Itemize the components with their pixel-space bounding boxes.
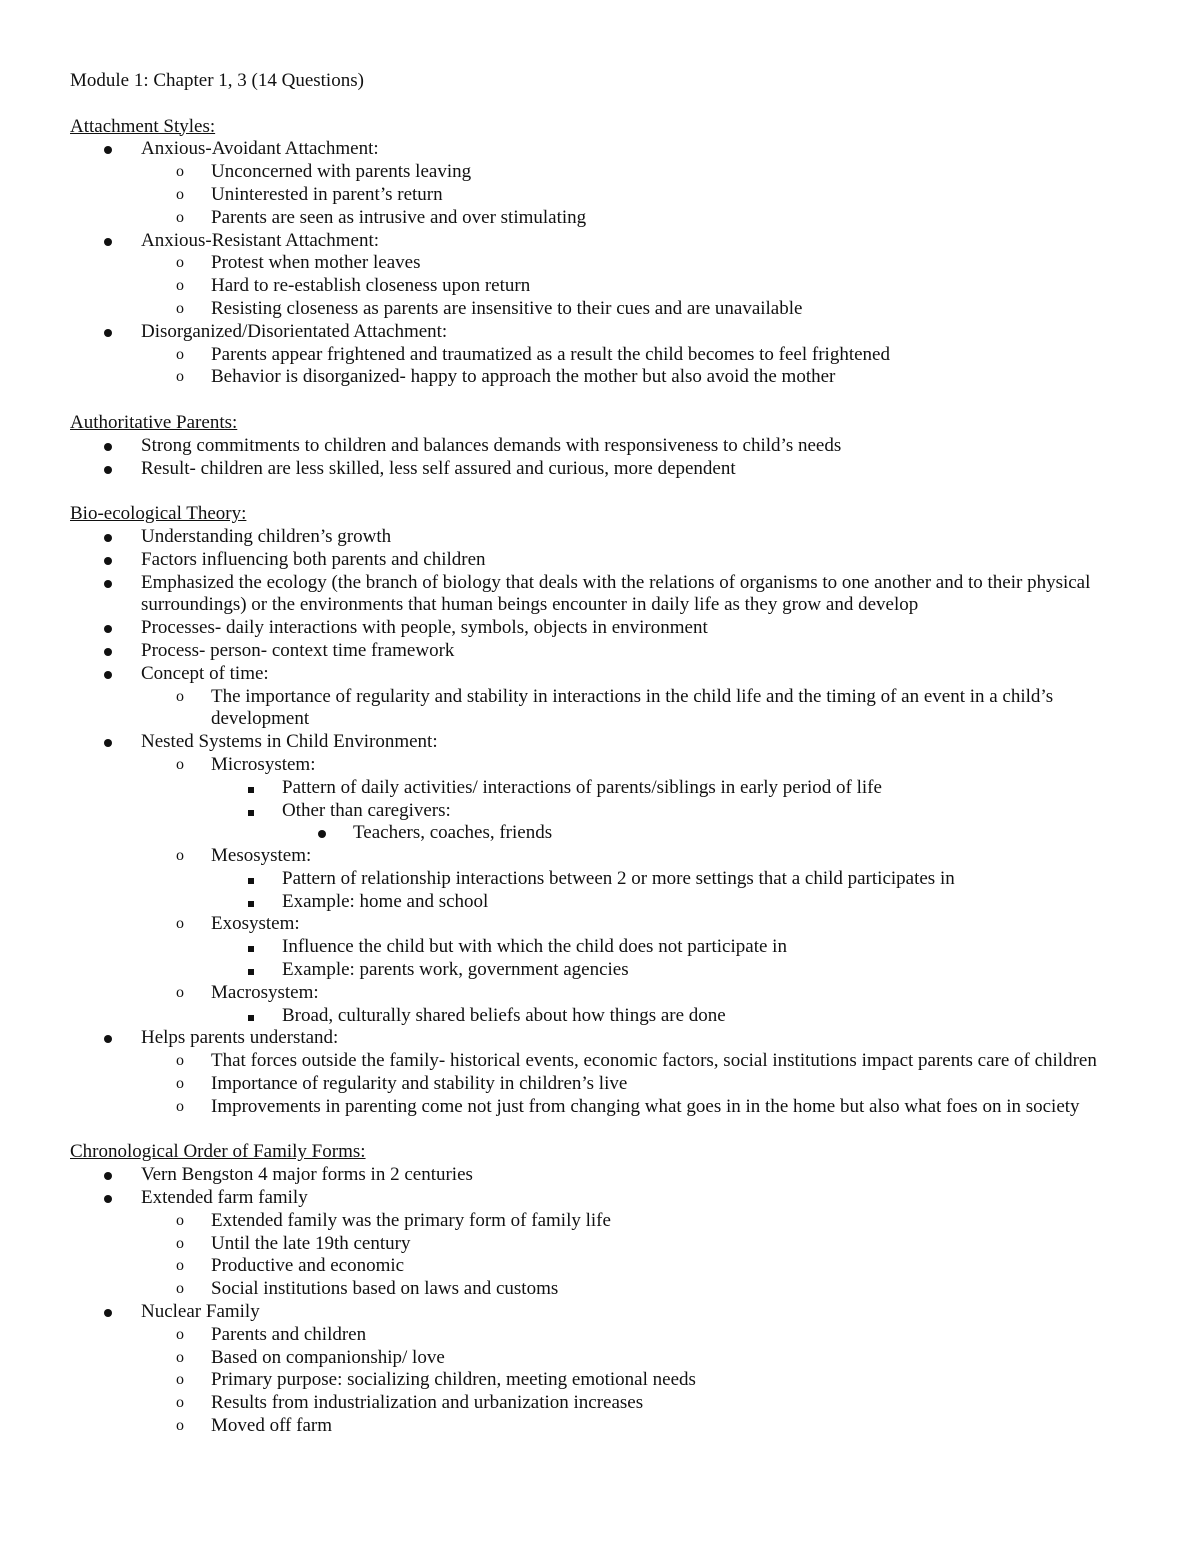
bullet-dot-icon xyxy=(104,1027,112,1050)
page-title: Module 1: Chapter 1, 3 (14 Questions) xyxy=(70,70,364,91)
list-item-text: Factors influencing both parents and children xyxy=(141,548,486,570)
list-item-text: Pattern of daily activities/ interactions of parents/siblings in early period of life xyxy=(282,776,882,798)
section xyxy=(70,503,1145,1119)
list-item-text: Result- children are less skilled, less self assured and curious, more dependent xyxy=(141,457,736,479)
bullet-square-icon xyxy=(248,868,254,891)
list-item xyxy=(70,982,1145,1005)
bullet-dot-icon xyxy=(104,617,112,640)
list-item xyxy=(70,184,1145,207)
list-item-text: Example: home and school xyxy=(282,890,489,912)
list-item-text: Broad, culturally shared beliefs about how things are done xyxy=(282,1004,726,1026)
bullet-list xyxy=(70,435,1145,481)
list-item xyxy=(70,298,1145,321)
list-item-text: Primary purpose: socializing children, meeting emotional needs xyxy=(211,1369,696,1391)
list-item xyxy=(70,868,1145,891)
list-item-text: The importance of regularity and stability in interactions in the child life and the timing of an event in a child’s development xyxy=(211,685,1054,730)
list-item xyxy=(70,1301,1145,1324)
bullet-circle-icon: o xyxy=(176,1234,184,1252)
bullet-circle-icon: o xyxy=(176,299,184,317)
list-item-text: Extended farm family xyxy=(141,1187,308,1209)
list-item-text: Unconcerned with parents leaving xyxy=(211,161,472,183)
list-item-text: Parents appear frightened and traumatized as a result the child becomes to feel frightened xyxy=(211,343,890,365)
list-item xyxy=(70,207,1145,230)
list-item-text: Anxious-Resistant Attachment: xyxy=(141,229,380,251)
bullet-circle-icon: o xyxy=(176,1348,184,1366)
bullet-list xyxy=(70,526,1145,1119)
list-item-text: Uninterested in parent’s return xyxy=(211,183,443,205)
list-item xyxy=(70,1005,1145,1028)
bullet-circle-icon: o xyxy=(176,1052,184,1070)
bullet-square-icon xyxy=(248,777,254,800)
bullet-circle-icon: o xyxy=(176,983,184,1001)
bullet-dot-icon xyxy=(318,822,326,845)
bullet-dot-icon xyxy=(104,572,112,595)
list-item-text: Emphasized the ecology (the branch of biology that deals with the relations of organisms to one another and to their physical surroundings) or the environments that human beings encounter in daily life as they grow and develop xyxy=(141,571,1091,616)
bullet-dot-icon xyxy=(104,640,112,663)
list-item-text: Pattern of relationship interactions between 2 or more settings that a child participates in xyxy=(282,867,955,889)
list-item xyxy=(70,1233,1145,1256)
bullet-circle-icon: o xyxy=(176,847,184,865)
list-item xyxy=(70,252,1145,275)
list-item-text: Example: parents work, government agencies xyxy=(282,959,629,981)
list-item-text: Helps parents understand: xyxy=(141,1027,339,1049)
section-heading: Attachment Styles: xyxy=(70,115,216,137)
list-item xyxy=(70,1255,1145,1278)
list-item-text: Anxious-Avoidant Attachment: xyxy=(141,138,379,160)
list-item-text: Mesosystem: xyxy=(211,845,312,867)
list-item-text: Extended family was the primary form of family life xyxy=(211,1209,611,1231)
list-item-text: Protest when mother leaves xyxy=(211,252,421,274)
list-item-text: Process- person- context time framework xyxy=(141,639,455,661)
list-item-text: Based on companionship/ love xyxy=(211,1346,445,1368)
list-item xyxy=(70,275,1145,298)
list-item-text: Improvements in parenting come not just from changing what goes in in the home but also what foes on in society xyxy=(211,1095,1080,1117)
list-item xyxy=(70,526,1145,549)
list-item xyxy=(70,161,1145,184)
list-item xyxy=(70,663,1145,686)
list-item xyxy=(70,1278,1145,1301)
sections-container xyxy=(70,116,1145,1438)
list-item-text: Resisting closeness as parents are insensitive to their cues and are unavailable xyxy=(211,297,803,319)
list-item-text: Results from industrialization and urbanization increases xyxy=(211,1392,644,1414)
list-item xyxy=(70,936,1145,959)
list-item xyxy=(70,1392,1145,1415)
list-item xyxy=(70,1210,1145,1233)
section-heading: Authoritative Parents: xyxy=(70,411,238,433)
bullet-dot-icon xyxy=(104,663,112,686)
list-item xyxy=(70,572,1145,618)
list-item-text: Productive and economic xyxy=(211,1255,405,1277)
section xyxy=(70,116,1145,390)
bullet-dot-icon xyxy=(104,549,112,572)
bullet-circle-icon: o xyxy=(176,1325,184,1343)
bullet-circle-icon: o xyxy=(176,1097,184,1115)
bullet-circle-icon: o xyxy=(176,1211,184,1229)
list-item xyxy=(70,435,1145,458)
bullet-square-icon xyxy=(248,936,254,959)
bullet-dot-icon xyxy=(104,458,112,481)
list-item-text: Until the late 19th century xyxy=(211,1232,411,1254)
bullet-circle-icon: o xyxy=(176,208,184,226)
bullet-circle-icon: o xyxy=(176,345,184,363)
bullet-circle-icon: o xyxy=(176,915,184,933)
list-item xyxy=(70,1096,1145,1119)
bullet-circle-icon: o xyxy=(176,1417,184,1435)
list-item xyxy=(70,1050,1145,1073)
list-item xyxy=(70,845,1145,868)
list-item xyxy=(70,800,1145,823)
list-item xyxy=(70,1027,1145,1050)
bullet-square-icon xyxy=(248,1005,254,1028)
list-item-text: Microsystem: xyxy=(211,753,316,775)
bullet-circle-icon: o xyxy=(176,1280,184,1298)
document-page xyxy=(70,70,1145,1461)
bullet-circle-icon: o xyxy=(176,163,184,181)
list-item-text: Hard to re-establish closeness upon return xyxy=(211,275,531,297)
bullet-circle-icon: o xyxy=(176,368,184,386)
list-item-text: Macrosystem: xyxy=(211,981,319,1003)
bullet-dot-icon xyxy=(104,731,112,754)
list-item xyxy=(70,640,1145,663)
list-item xyxy=(70,1324,1145,1347)
list-item xyxy=(70,458,1145,481)
bullet-circle-icon: o xyxy=(176,1257,184,1275)
bullet-circle-icon: o xyxy=(176,1075,184,1093)
bullet-dot-icon xyxy=(104,321,112,344)
list-item xyxy=(70,1369,1145,1392)
list-item xyxy=(70,1415,1145,1438)
bullet-circle-icon: o xyxy=(176,254,184,272)
list-item xyxy=(70,321,1145,344)
bullet-dot-icon xyxy=(104,1164,112,1187)
list-item-text: Moved off farm xyxy=(211,1415,333,1437)
list-item-text: Influence the child but with which the child does not participate in xyxy=(282,936,787,958)
list-item xyxy=(70,1347,1145,1370)
list-item xyxy=(70,686,1145,732)
bullet-list xyxy=(70,138,1145,389)
list-item-text: Teachers, coaches, friends xyxy=(353,822,553,844)
list-item-text: That forces outside the family- historical events, economic factors, social institutions impact parents care of children xyxy=(211,1050,1097,1072)
list-item-text: Strong commitments to children and balances demands with responsiveness to child’s needs xyxy=(141,434,842,456)
section-heading: Bio-ecological Theory: xyxy=(70,503,247,525)
list-item-text: Social institutions based on laws and customs xyxy=(211,1278,559,1300)
section xyxy=(70,412,1145,480)
list-item-text: Concept of time: xyxy=(141,662,269,684)
list-item-text: Processes- daily interactions with people, symbols, objects in environment xyxy=(141,617,708,639)
list-item-text: Vern Bengston 4 major forms in 2 centuries xyxy=(141,1164,473,1186)
list-item xyxy=(70,913,1145,936)
list-item-text: Importance of regularity and stability in children’s live xyxy=(211,1073,628,1095)
bullet-square-icon xyxy=(248,959,254,982)
list-item xyxy=(70,822,1145,845)
list-item xyxy=(70,366,1145,389)
bullet-dot-icon xyxy=(104,1187,112,1210)
list-item xyxy=(70,731,1145,754)
list-item xyxy=(70,891,1145,914)
bullet-square-icon xyxy=(248,891,254,914)
bullet-dot-icon xyxy=(104,526,112,549)
list-item xyxy=(70,1187,1145,1210)
bullet-list xyxy=(70,1164,1145,1438)
bullet-dot-icon xyxy=(104,435,112,458)
list-item xyxy=(70,959,1145,982)
bullet-circle-icon: o xyxy=(176,277,184,295)
list-item-text: Behavior is disorganized- happy to approach the mother but also avoid the mother xyxy=(211,366,836,388)
bullet-circle-icon: o xyxy=(176,1371,184,1389)
bullet-dot-icon xyxy=(104,230,112,253)
bullet-circle-icon: o xyxy=(176,687,184,705)
list-item-text: Nuclear Family xyxy=(141,1301,260,1323)
bullet-circle-icon: o xyxy=(176,185,184,203)
bullet-dot-icon xyxy=(104,1301,112,1324)
bullet-circle-icon: o xyxy=(176,1394,184,1412)
list-item xyxy=(70,1073,1145,1096)
bullet-square-icon xyxy=(248,800,254,823)
list-item xyxy=(70,1164,1145,1187)
list-item xyxy=(70,344,1145,367)
list-item xyxy=(70,138,1145,161)
section xyxy=(70,1141,1145,1437)
list-item xyxy=(70,617,1145,640)
bullet-dot-icon xyxy=(104,138,112,161)
list-item-text: Exosystem: xyxy=(211,913,300,935)
list-item-text: Parents are seen as intrusive and over stimulating xyxy=(211,206,587,228)
list-item-text: Parents and children xyxy=(211,1323,367,1345)
list-item xyxy=(70,777,1145,800)
list-item xyxy=(70,549,1145,572)
bullet-circle-icon: o xyxy=(176,755,184,773)
list-item xyxy=(70,754,1145,777)
section-heading: Chronological Order of Family Forms: xyxy=(70,1141,366,1163)
list-item-text: Disorganized/Disorientated Attachment: xyxy=(141,320,448,342)
list-item-text: Nested Systems in Child Environment: xyxy=(141,731,438,753)
list-item xyxy=(70,230,1145,253)
list-item-text: Understanding children’s growth xyxy=(141,525,392,547)
list-item-text: Other than caregivers: xyxy=(282,799,451,821)
